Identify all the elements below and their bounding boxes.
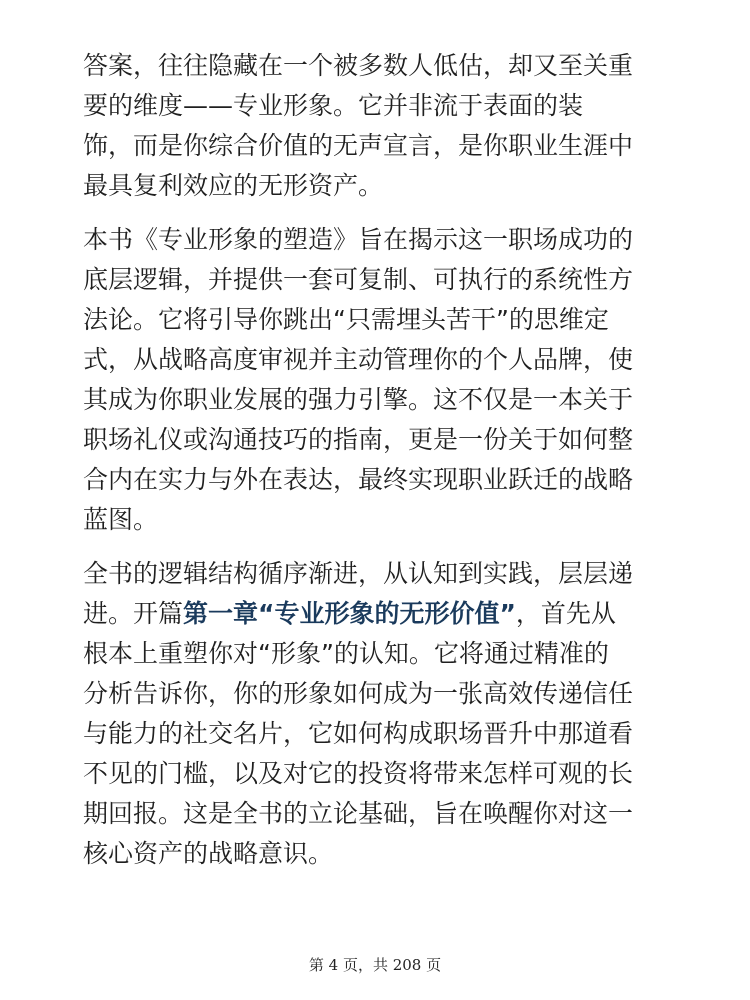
text-line: 法论。它将引导你跳出“只需埋头苦干”的思维定 xyxy=(83,305,609,334)
document-body xyxy=(83,46,673,874)
text-line: 饰，而是你综合价值的无声宣言，是你职业生涯中 xyxy=(83,131,634,160)
text-segment: ，首先从 xyxy=(515,599,616,628)
paragraph-spacer xyxy=(83,540,673,554)
text-line: 期回报。这是全书的立论基础，旨在唤醒你对这一 xyxy=(83,799,634,828)
text-line: 全书的逻辑结构循序渐进，从认知到实践，层层递 xyxy=(83,559,634,588)
text-line-with-chapter-ref xyxy=(83,594,673,634)
paragraph-spacer xyxy=(83,206,673,220)
chapter-reference: 第一章“专业形象的无形价值” xyxy=(183,599,516,628)
text-line: 核心资产的战略意识。 xyxy=(83,839,334,868)
text-line: 与能力的社交名片，它如何构成职场晋升中那道看 xyxy=(83,719,634,748)
text-line: 合内在实力与外在表达，最终实现职业跃迁的战略 xyxy=(83,465,634,494)
text-line: 要的维度——专业形象。它并非流于表面的装 xyxy=(83,91,584,120)
text-line: 蓝图。 xyxy=(83,505,159,534)
text-line: 根本上重塑你对“形象”的认知。它将通过精准的 xyxy=(83,639,609,668)
page-number: 第 4 页，共 208 页 xyxy=(308,956,442,974)
text-line: 职场礼仪或沟通技巧的指南，更是一份关于如何整 xyxy=(83,425,634,454)
text-line: 式，从战略高度审视并主动管理你的个人品牌，使 xyxy=(83,345,634,374)
text-line: 最具复利效应的无形资产。 xyxy=(83,171,384,200)
paragraph-2 xyxy=(83,220,673,540)
text-line: 分析告诉你，你的形象如何成为一张高效传递信任 xyxy=(83,679,634,708)
text-line: 不见的门槛，以及对它的投资将带来怎样可观的长 xyxy=(83,759,634,788)
text-line: 其成为你职业发展的强力引擎。这不仅是一本关于 xyxy=(83,385,634,414)
text-line: 本书《专业形象的塑造》旨在揭示这一职场成功的 xyxy=(83,225,634,254)
paragraph-1 xyxy=(83,46,673,206)
text-segment: 进。开篇 xyxy=(83,599,184,628)
text-line: 答案，往往隐藏在一个被多数人低估，却又至关重 xyxy=(83,51,634,80)
text-line: 底层逻辑，并提供一套可复制、可执行的系统性方 xyxy=(83,265,634,294)
paragraph-3 xyxy=(83,554,673,874)
